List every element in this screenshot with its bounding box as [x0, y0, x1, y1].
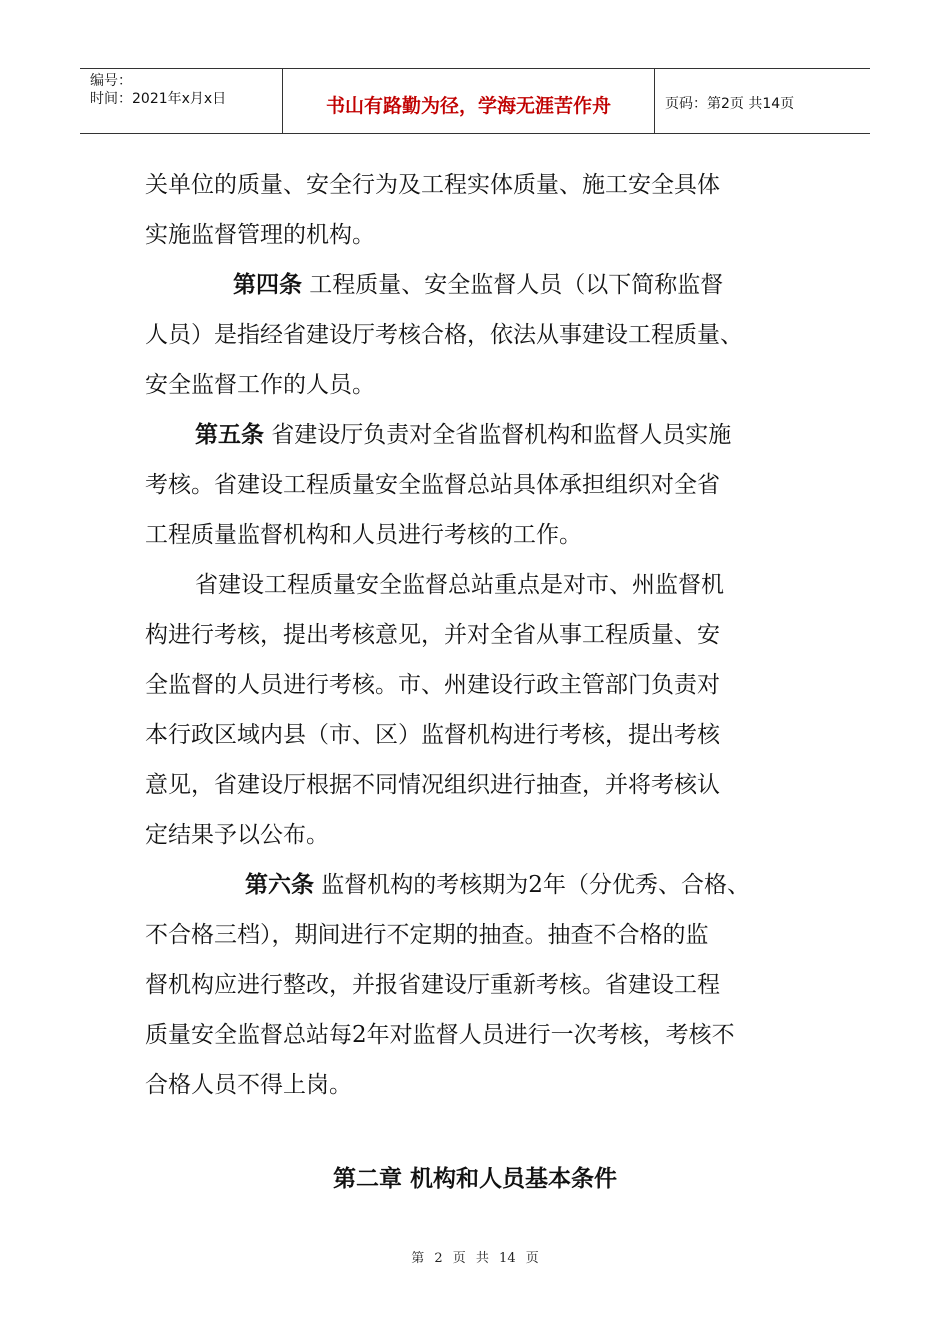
page-footer: 第 2 页 共 14 页: [411, 1251, 539, 1266]
header-motto: 书山有路勤为径，学海无涯苦作舟: [283, 69, 655, 133]
text-line: 构进行考核，提出考核意见，并对全省从事工程质量、安: [145, 622, 720, 648]
text-line: 意见，省建设厅根据不同情况组织进行抽查，并将考核认: [145, 772, 720, 798]
text-line: 合格人员不得上岗。: [145, 1072, 352, 1098]
text-line: 定结果予以公布。: [145, 822, 329, 848]
text-line: 质量安全监督总站每2年对监督人员进行一次考核，考核不: [145, 1022, 735, 1048]
text-line: 工程质量监督机构和人员进行考核的工作。: [145, 522, 582, 548]
text-line: 安全监督工作的人员。: [145, 372, 375, 398]
text-line: 实施监督管理的机构。: [145, 222, 375, 248]
article-6-title: 第六条: [245, 872, 314, 898]
text-line: 省建设厅负责对全省监督机构和监督人员实施: [264, 422, 732, 448]
text-line: 考核。省建设工程质量安全监督总站具体承担组织对全省: [145, 472, 720, 498]
page-header: [80, 68, 870, 134]
chapter-title: 第二章 机构和人员基本条件: [332, 1166, 617, 1192]
text-line: 关单位的质量、安全行为及工程实体质量、施工安全具体: [145, 172, 720, 198]
text-line: 监督机构的考核期为2年（分优秀、合格、: [314, 872, 750, 898]
article-4-title: 第四条: [233, 272, 302, 298]
text-line: 人员）是指经省建设厅考核合格，依法从事建设工程质量、: [145, 322, 743, 348]
header-meta: [80, 69, 283, 133]
article-5-title: 第五条: [195, 422, 264, 448]
text-line: 全监督的人员进行考核。市、州建设行政主管部门负责对: [145, 672, 720, 698]
header-page-info: 页码：第2页 共14页: [665, 96, 795, 112]
document-body: [145, 160, 810, 1110]
time-label: 时间：2021年x月x日: [90, 91, 227, 107]
article-4-line: [145, 260, 810, 310]
text-line: 省建设工程质量安全监督总站重点是对市、州监督机: [195, 572, 724, 598]
text-line: 工程质量、安全监督人员（以下简称监督: [302, 272, 724, 298]
text-line: 不合格三档），期间进行不定期的抽查。抽查不合格的监: [145, 922, 709, 948]
article-6-line: [145, 860, 810, 910]
text-line: 督机构应进行整改，并报省建设厅重新考核。省建设工程: [145, 972, 720, 998]
article-5-line: [145, 410, 810, 460]
text-line: 本行政区域内县（市、区）监督机构进行考核，提出考核: [145, 722, 720, 748]
number-label: 编号：: [90, 73, 132, 89]
